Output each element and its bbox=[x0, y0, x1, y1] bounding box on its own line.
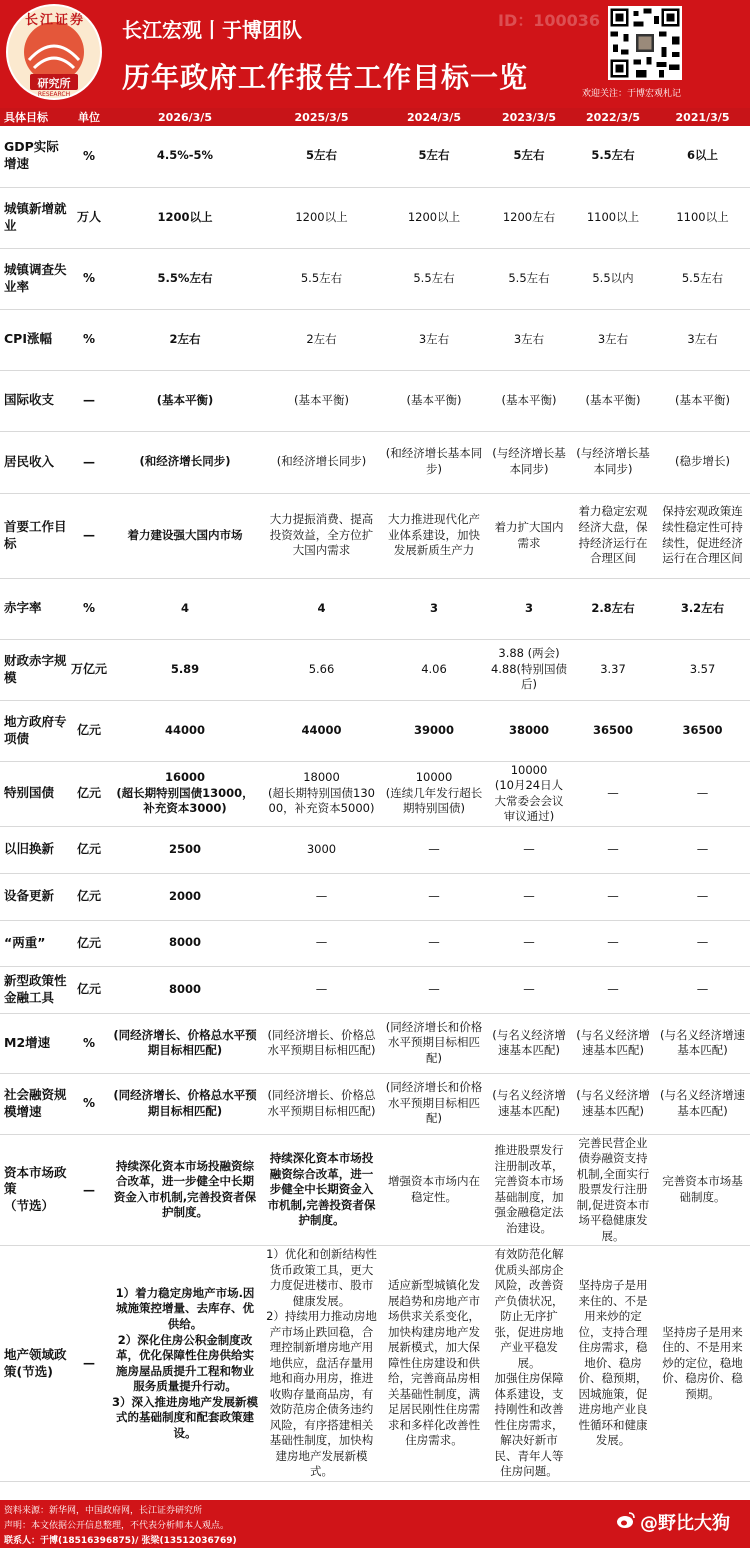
value-cell-2021/3/5: 5.5左右 bbox=[655, 248, 750, 309]
team-name: 长江宏观丨于博团队 bbox=[122, 18, 302, 42]
value-cell-2022/3/5: 完善民营企业债券融资支持机制,全面实行股票发行注册制,促进资本市场平稳健康发展。 bbox=[571, 1134, 655, 1246]
indicator-name: CPI涨幅 bbox=[0, 309, 70, 370]
value-cell-2022/3/5: (与经济增长基本同步) bbox=[571, 431, 655, 493]
indicator-unit: % bbox=[70, 126, 108, 187]
value-cell-2024/3/5: 4.06 bbox=[381, 639, 487, 700]
value-cell-2026/3/5: (和经济增长同步) bbox=[108, 431, 262, 493]
value-cell-2024/3/5: (和经济增长基本同步) bbox=[381, 431, 487, 493]
value-cell-2026/3/5: (基本平衡) bbox=[108, 370, 262, 431]
indicator-unit: 亿元 bbox=[70, 920, 108, 966]
value-cell-2025/3/5: — bbox=[262, 966, 381, 1013]
value-cell-2021/3/5: 36500 bbox=[655, 700, 750, 761]
value-cell-2023/3/5: 38000 bbox=[487, 700, 571, 761]
value-cell-2021/3/5: — bbox=[655, 761, 750, 826]
value-cell-2025/3/5: 5左右 bbox=[262, 126, 381, 187]
table-row bbox=[0, 1134, 750, 1246]
value-cell-2022/3/5: — bbox=[571, 920, 655, 966]
value-cell-2022/3/5: 3.37 bbox=[571, 639, 655, 700]
value-cell-2023/3/5: — bbox=[487, 873, 571, 920]
column-header-7: 2021/3/5 bbox=[655, 108, 750, 126]
value-cell-2026/3/5: 1200以上 bbox=[108, 187, 262, 248]
column-header-4: 2024/3/5 bbox=[381, 108, 487, 126]
value-cell-2024/3/5: 5左右 bbox=[381, 126, 487, 187]
value-cell-2023/3/5: — bbox=[487, 920, 571, 966]
value-cell-2021/3/5: (基本平衡) bbox=[655, 370, 750, 431]
value-cell-2026/3/5: 8000 bbox=[108, 966, 262, 1013]
page-title: 历年政府工作报告工作目标一览 bbox=[122, 61, 529, 94]
indicator-unit: 万亿元 bbox=[70, 639, 108, 700]
value-cell-2025/3/5: (同经济增长、价格总水平预期目标相匹配) bbox=[262, 1013, 381, 1073]
table-row bbox=[0, 761, 750, 826]
value-cell-2023/3/5: 5.5左右 bbox=[487, 248, 571, 309]
table-row bbox=[0, 578, 750, 639]
table-row bbox=[0, 431, 750, 493]
indicator-unit: — bbox=[70, 370, 108, 431]
value-cell-2022/3/5: — bbox=[571, 966, 655, 1013]
indicator-unit: 亿元 bbox=[70, 826, 108, 873]
value-cell-2025/3/5: — bbox=[262, 920, 381, 966]
value-cell-2024/3/5: (基本平衡) bbox=[381, 370, 487, 431]
value-cell-2025/3/5: 44000 bbox=[262, 700, 381, 761]
indicator-unit: % bbox=[70, 1013, 108, 1073]
indicator-name: GDP实际增速 bbox=[0, 126, 70, 187]
table-row bbox=[0, 873, 750, 920]
indicator-name: 赤字率 bbox=[0, 578, 70, 639]
value-cell-2024/3/5: — bbox=[381, 966, 487, 1013]
weibo-icon bbox=[616, 1511, 636, 1529]
indicator-unit: % bbox=[70, 1073, 108, 1134]
value-cell-2026/3/5: 2左右 bbox=[108, 309, 262, 370]
value-cell-2026/3/5: 着力建设强大国内市场 bbox=[108, 493, 262, 578]
value-cell-2022/3/5: (与名义经济增速基本匹配) bbox=[571, 1073, 655, 1134]
value-cell-2023/3/5: (基本平衡) bbox=[487, 370, 571, 431]
footer-disclaimer: 声明：本文依据公开信息整理，不代表分析师本人观点。 bbox=[4, 1521, 230, 1531]
indicator-name: 特别国债 bbox=[0, 761, 70, 826]
indicator-unit: 亿元 bbox=[70, 761, 108, 826]
value-cell-2022/3/5: 5.5以内 bbox=[571, 248, 655, 309]
indicator-unit: 万人 bbox=[70, 187, 108, 248]
table-body bbox=[0, 126, 750, 1481]
value-cell-2026/3/5: 5.5%左右 bbox=[108, 248, 262, 309]
table-row bbox=[0, 126, 750, 187]
value-cell-2021/3/5: — bbox=[655, 966, 750, 1013]
column-header-0: 具体目标 bbox=[0, 108, 70, 126]
value-cell-2025/3/5: 5.66 bbox=[262, 639, 381, 700]
value-cell-2022/3/5: 坚持房子是用来住的、不是用来炒的定位，支持合理住房需求，稳地价、稳房价、稳预期，因城施策，促进房地产业良性循环和健康发展。 bbox=[571, 1246, 655, 1482]
value-cell-2026/3/5: 2500 bbox=[108, 826, 262, 873]
value-cell-2023/3/5: 有效防范化解优质头部房企风险，改善资产负债状况，防止无序扩张，促进房地产业平稳发展。 加强住房保障体系建设，支持刚性和改善性住房需求，解决好新市民、青年人等住房问题。 bbox=[487, 1246, 571, 1482]
value-cell-2023/3/5: 3.88 (两会) 4.88(特别国债后) bbox=[487, 639, 571, 700]
value-cell-2024/3/5: 39000 bbox=[381, 700, 487, 761]
value-cell-2022/3/5: — bbox=[571, 873, 655, 920]
value-cell-2021/3/5: (与名义经济增速基本匹配) bbox=[655, 1073, 750, 1134]
value-cell-2026/3/5: 4.5%-5% bbox=[108, 126, 262, 187]
value-cell-2023/3/5: 1200左右 bbox=[487, 187, 571, 248]
table-row bbox=[0, 1013, 750, 1073]
value-cell-2021/3/5: — bbox=[655, 826, 750, 873]
value-cell-2024/3/5: 增强资本市场内在稳定性。 bbox=[381, 1134, 487, 1246]
value-cell-2026/3/5: 16000 (超长期特别国债13000，补充资本3000) bbox=[108, 761, 262, 826]
column-header-6: 2022/3/5 bbox=[571, 108, 655, 126]
value-cell-2023/3/5: (与名义经济增速基本匹配) bbox=[487, 1073, 571, 1134]
logo-bottom-text: RESEARCH bbox=[37, 91, 71, 98]
indicator-name: 城镇新增就业 bbox=[0, 187, 70, 248]
table-row bbox=[0, 639, 750, 700]
value-cell-2025/3/5: 1200以上 bbox=[262, 187, 381, 248]
value-cell-2025/3/5: 4 bbox=[262, 578, 381, 639]
value-cell-2023/3/5: 3左右 bbox=[487, 309, 571, 370]
indicator-name: 新型政策性金融工具 bbox=[0, 966, 70, 1013]
qr-code-icon bbox=[608, 6, 682, 80]
watermark-id: ID：100036 bbox=[498, 11, 601, 30]
table-row bbox=[0, 309, 750, 370]
value-cell-2022/3/5: 1100以上 bbox=[571, 187, 655, 248]
logo-seal-text: 研究所 bbox=[37, 77, 71, 90]
value-cell-2023/3/5: — bbox=[487, 966, 571, 1013]
value-cell-2026/3/5: 持续深化资本市场投融资综合改革，进一步健全中长期资金入市机制,完善投资者保护制度。 bbox=[108, 1134, 262, 1246]
indicator-name: 地产领域政策(节选) bbox=[0, 1246, 70, 1482]
value-cell-2021/3/5: 3左右 bbox=[655, 309, 750, 370]
value-cell-2021/3/5: 3.2左右 bbox=[655, 578, 750, 639]
column-header-1: 单位 bbox=[70, 108, 108, 126]
indicator-unit: 亿元 bbox=[70, 966, 108, 1013]
value-cell-2025/3/5: — bbox=[262, 873, 381, 920]
indicator-unit: % bbox=[70, 578, 108, 639]
value-cell-2025/3/5: (同经济增长、价格总水平预期目标相匹配) bbox=[262, 1073, 381, 1134]
table-header-row bbox=[0, 108, 750, 126]
table-row bbox=[0, 700, 750, 761]
value-cell-2026/3/5: 8000 bbox=[108, 920, 262, 966]
value-cell-2022/3/5: 3左右 bbox=[571, 309, 655, 370]
value-cell-2025/3/5: 5.5左右 bbox=[262, 248, 381, 309]
value-cell-2023/3/5: (与经济增长基本同步) bbox=[487, 431, 571, 493]
value-cell-2025/3/5: 持续深化资本市场投融资综合改革，进一步健全中长期资金入市机制,完善投资者保护制度。 bbox=[262, 1134, 381, 1246]
value-cell-2022/3/5: — bbox=[571, 826, 655, 873]
indicator-name: 城镇调查失业率 bbox=[0, 248, 70, 309]
value-cell-2025/3/5: (和经济增长同步) bbox=[262, 431, 381, 493]
value-cell-2021/3/5: 6以上 bbox=[655, 126, 750, 187]
value-cell-2023/3/5: 3 bbox=[487, 578, 571, 639]
indicator-unit: % bbox=[70, 309, 108, 370]
column-header-5: 2023/3/5 bbox=[487, 108, 571, 126]
value-cell-2021/3/5: (稳步增长) bbox=[655, 431, 750, 493]
targets-table bbox=[0, 108, 750, 1482]
indicator-name: 以旧换新 bbox=[0, 826, 70, 873]
indicator-unit: — bbox=[70, 493, 108, 578]
indicator-name: 地方政府专项债 bbox=[0, 700, 70, 761]
value-cell-2021/3/5: — bbox=[655, 920, 750, 966]
table-row bbox=[0, 187, 750, 248]
value-cell-2023/3/5: 10000 (10月24日人大常委会会议审议通过) bbox=[487, 761, 571, 826]
value-cell-2024/3/5: 3 bbox=[381, 578, 487, 639]
value-cell-2024/3/5: — bbox=[381, 826, 487, 873]
value-cell-2025/3/5: 大力提振消费、提高投资效益，全方位扩大国内需求 bbox=[262, 493, 381, 578]
value-cell-2026/3/5: 2000 bbox=[108, 873, 262, 920]
table-row bbox=[0, 248, 750, 309]
value-cell-2026/3/5: (同经济增长、价格总水平预期目标相匹配) bbox=[108, 1073, 262, 1134]
indicator-unit: — bbox=[70, 1246, 108, 1482]
value-cell-2024/3/5: 10000 (连续几年发行超长期特别国债) bbox=[381, 761, 487, 826]
table-row bbox=[0, 493, 750, 578]
value-cell-2021/3/5: (与名义经济增速基本匹配) bbox=[655, 1013, 750, 1073]
value-cell-2022/3/5: 2.8左右 bbox=[571, 578, 655, 639]
value-cell-2023/3/5: (与名义经济增速基本匹配) bbox=[487, 1013, 571, 1073]
value-cell-2026/3/5: 44000 bbox=[108, 700, 262, 761]
footer-banner bbox=[0, 1500, 750, 1548]
table-row bbox=[0, 826, 750, 873]
value-cell-2023/3/5: — bbox=[487, 826, 571, 873]
indicator-name: 居民收入 bbox=[0, 431, 70, 493]
value-cell-2022/3/5: (与名义经济增速基本匹配) bbox=[571, 1013, 655, 1073]
value-cell-2021/3/5: — bbox=[655, 873, 750, 920]
follow-text: 欢迎关注：于博宏观札记 bbox=[582, 89, 682, 99]
value-cell-2022/3/5: 5.5左右 bbox=[571, 126, 655, 187]
indicator-unit: — bbox=[70, 1134, 108, 1246]
indicator-name: M2增速 bbox=[0, 1013, 70, 1073]
value-cell-2021/3/5: 完善资本市场基础制度。 bbox=[655, 1134, 750, 1246]
value-cell-2021/3/5: 保持宏观政策连续性稳定性可持续性，促进经济运行在合理区间 bbox=[655, 493, 750, 578]
value-cell-2025/3/5: 2左右 bbox=[262, 309, 381, 370]
footer-contact: 联系人：于博(18516396875)/ 张梁(13512036769) bbox=[4, 1536, 237, 1546]
indicator-unit: 亿元 bbox=[70, 873, 108, 920]
value-cell-2025/3/5: 3000 bbox=[262, 826, 381, 873]
logo-top-text: 长江证券 bbox=[24, 13, 85, 28]
value-cell-2024/3/5: 1200以上 bbox=[381, 187, 487, 248]
value-cell-2024/3/5: 3左右 bbox=[381, 309, 487, 370]
value-cell-2024/3/5: (同经济增长和价格水平预期目标相匹配) bbox=[381, 1073, 487, 1134]
indicator-name: 资本市场政策 （节选） bbox=[0, 1134, 70, 1246]
indicator-name: “两重” bbox=[0, 920, 70, 966]
value-cell-2023/3/5: 5左右 bbox=[487, 126, 571, 187]
value-cell-2022/3/5: (基本平衡) bbox=[571, 370, 655, 431]
value-cell-2022/3/5: 着力稳定宏观经济大盘，保持经济运行在合理区间 bbox=[571, 493, 655, 578]
value-cell-2026/3/5: 5.89 bbox=[108, 639, 262, 700]
value-cell-2021/3/5: 1100以上 bbox=[655, 187, 750, 248]
value-cell-2024/3/5: 适应新型城镇化发展趋势和房地产市场供求关系变化，加快构建房地产发展新模式，加大保障性住房建设和供给，完善商品房相关基础性制度，满足居民刚性住房需求和多样化改善性住房需求。 bbox=[381, 1246, 487, 1482]
value-cell-2022/3/5: 36500 bbox=[571, 700, 655, 761]
indicator-name: 设备更新 bbox=[0, 873, 70, 920]
indicator-unit: — bbox=[70, 431, 108, 493]
indicator-unit: 亿元 bbox=[70, 700, 108, 761]
value-cell-2026/3/5: 4 bbox=[108, 578, 262, 639]
column-header-2: 2026/3/5 bbox=[108, 108, 262, 126]
table-row bbox=[0, 966, 750, 1013]
value-cell-2025/3/5: 1）优化和创新结构性货币政策工具，更大力度促进楼市、股市健康发展。 2）持续用力推动房地产市场止跌回稳，合理控制新增房地产用地供应，盘活存量用地和商办用房，推进收购存量商品房，有效防范房企债务违约风险，有序搭建相关基础性制度，加快构建房地产发展新模式。 bbox=[262, 1246, 381, 1482]
indicator-name: 首要工作目标 bbox=[0, 493, 70, 578]
indicator-unit: % bbox=[70, 248, 108, 309]
column-header-3: 2025/3/5 bbox=[262, 108, 381, 126]
value-cell-2021/3/5: 坚持房子是用来住的、不是用来炒的定位，稳地价、稳房价、稳预期。 bbox=[655, 1246, 750, 1482]
value-cell-2024/3/5: 5.5左右 bbox=[381, 248, 487, 309]
table-row bbox=[0, 370, 750, 431]
value-cell-2023/3/5: 着力扩大国内需求 bbox=[487, 493, 571, 578]
weibo-handle: @野比大狗 bbox=[640, 1513, 730, 1534]
value-cell-2026/3/5: 1）着力稳定房地产市场.因城施策控增量、去库存、优供给。 2）深化住房公积金制度改革，优化保障性住房供给实施房屋品质提升工程和物业服务质量提升行动。 3）深入推进房地产发展新模式的基础制度和配套政策建设。 bbox=[108, 1246, 262, 1482]
table-row bbox=[0, 1246, 750, 1482]
value-cell-2022/3/5: — bbox=[571, 761, 655, 826]
indicator-name: 财政赤字规模 bbox=[0, 639, 70, 700]
value-cell-2025/3/5: (基本平衡) bbox=[262, 370, 381, 431]
value-cell-2025/3/5: 18000 (超长期特别国债13000，补充资本5000) bbox=[262, 761, 381, 826]
value-cell-2024/3/5: 大力推进现代化产业体系建设，加快发展新质生产力 bbox=[381, 493, 487, 578]
footer-source: 资料来源：新华网，中国政府网，长江证券研究所 bbox=[4, 1506, 203, 1516]
value-cell-2023/3/5: 推进股票发行注册制改革，完善资本市场基础制度，加强金融稳定法治建设。 bbox=[487, 1134, 571, 1246]
table-row bbox=[0, 1073, 750, 1134]
value-cell-2024/3/5: (同经济增长和价格水平预期目标相匹配) bbox=[381, 1013, 487, 1073]
indicator-name: 社会融资规模增速 bbox=[0, 1073, 70, 1134]
table-row bbox=[0, 920, 750, 966]
value-cell-2024/3/5: — bbox=[381, 873, 487, 920]
value-cell-2024/3/5: — bbox=[381, 920, 487, 966]
header-banner bbox=[0, 0, 750, 108]
value-cell-2021/3/5: 3.57 bbox=[655, 639, 750, 700]
indicator-name: 国际收支 bbox=[0, 370, 70, 431]
value-cell-2026/3/5: (同经济增长、价格总水平预期目标相匹配) bbox=[108, 1013, 262, 1073]
